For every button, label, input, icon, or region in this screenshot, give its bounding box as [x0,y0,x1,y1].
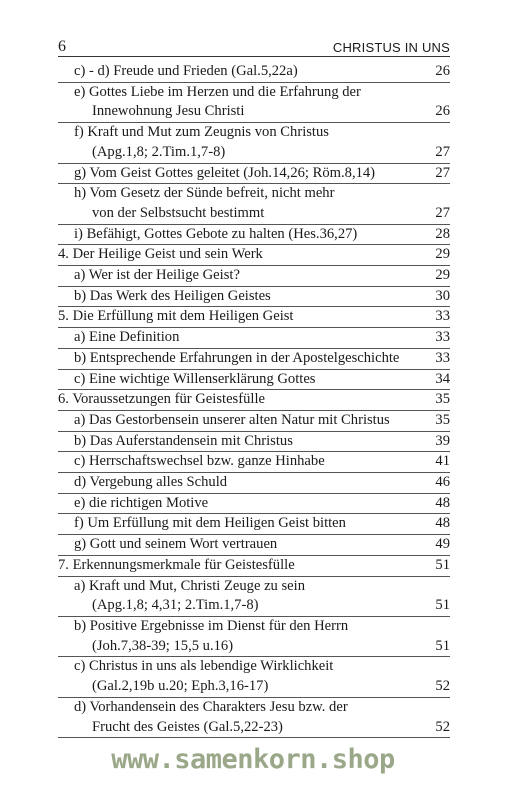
toc-entry [58,577,450,617]
toc-entry-title: b) Entsprechende Erfahrungen in der Apostelgeschichte [74,349,400,366]
toc-entry [58,556,450,577]
toc-entry-page: 34 [435,370,450,387]
toc-entry-title: von der Selbstsucht bestimmt [92,204,265,221]
toc-entry-title: a) Eine Definition [74,329,180,346]
toc-entry [58,123,450,163]
table-of-contents [58,62,450,738]
running-title: CHRISTUS IN UNS [332,40,450,55]
toc-entry-title: 5. Die Erfüllung mit dem Heiligen Geist [58,308,294,325]
toc-entry [58,494,450,515]
toc-entry-title: c) - d) Freude und Frieden (Gal.5,22a) [74,63,298,79]
toc-entry-title: i) Befähigt, Gottes Gebote zu halten (Hes.36,27) [74,225,358,242]
toc-entry-title: (Apg.1,8; 2.Tim.1,7-8) [92,143,226,160]
toc-entry [58,307,450,328]
toc-entry-page: 35 [435,391,450,408]
toc-entry [58,514,450,535]
toc-entry-title: c) Herrschaftswechsel bzw. ganze Hinhabe [74,453,325,470]
toc-entry-page: 46 [435,474,450,491]
toc-entry-page: 27 [435,143,450,160]
toc-entry-page: 30 [435,287,450,304]
toc-entry-page: 48 [435,515,450,532]
toc-entry [58,535,450,556]
toc-entry-title: c) Eine wichtige Willenserklärung Gottes [74,370,316,387]
toc-entry-title: h) Vom Gesetz der Sünde befreit, nicht mehr [74,185,335,202]
toc-entry [58,473,450,494]
toc-entry-title: g) Gott und seinem Wort vertrauen [74,536,278,553]
watermark: www.samenkorn.shop [111,744,395,775]
toc-entry-title: (Gal.2,19b u.20; Eph.3,16-17) [92,678,269,695]
toc-entry-title: 4. Der Heilige Geist und sein Werk [58,246,263,263]
toc-entry-page: 39 [435,432,450,449]
toc-entry-page: 52 [435,678,450,695]
toc-entry-page: 29 [435,267,450,284]
toc-entry-page: 41 [435,453,450,470]
toc-entry [58,184,450,224]
toc-entry-title: f) Um Erfüllung mit dem Heiligen Geist bitten [74,515,346,532]
toc-entry-page: 49 [435,536,450,553]
toc-entry-page: 51 [435,637,450,654]
toc-entry-title: f) Kraft und Mut zum Zeugnis von Christus [74,124,329,141]
toc-entry-title: 6. Voraussetzungen für Geistesfülle [58,391,265,408]
toc-entry [58,266,450,287]
toc-entry-page: 52 [435,718,450,735]
toc-entry-title: c) Christus in uns als lebendige Wirklichkeit [74,658,334,675]
toc-entry [58,164,450,185]
toc-entry-title: a) Kraft und Mut, Christi Zeuge zu sein [74,577,306,594]
page-header [58,34,450,57]
toc-entry-page: 35 [435,411,450,428]
toc-entry [58,349,450,370]
toc-entry-title: b) Das Auferstandensein mit Christus [74,432,293,449]
toc-entry-title: 7. Erkennungsmerkmale für Geistesfülle [58,556,295,573]
toc-entry-page: 29 [435,246,450,263]
toc-entry-title: a) Das Gestorbensein unserer alten Natur mit Christus [74,411,390,428]
toc-entry-page: 51 [435,556,450,573]
toc-entry [58,287,450,308]
toc-entry-page: 26 [435,103,450,120]
toc-entry-title: (Joh.7,38-39; 15,5 u.16) [92,637,234,654]
toc-entry [58,452,450,473]
page-number: 6 [58,38,66,55]
toc-entry [58,617,450,657]
toc-entry-title: a) Wer ist der Heilige Geist? [74,267,240,284]
toc-entry [58,328,450,349]
toc-entry-page: 26 [435,63,450,79]
toc-entry [58,225,450,246]
toc-entry-title: Frucht des Geistes (Gal.5,22-23) [92,718,283,735]
toc-entry-title: Innewohnung Jesu Christi [92,103,245,120]
toc-entry-title: b) Das Werk des Heiligen Geistes [74,287,271,304]
toc-entry-page: 48 [435,494,450,511]
toc-entry [58,83,450,123]
toc-entry [58,411,450,432]
toc-entry [58,370,450,391]
toc-entry-page: 27 [435,204,450,221]
toc-entry-page: 33 [435,329,450,346]
toc-entry-page: 28 [435,225,450,242]
toc-entry-title: g) Vom Geist Gottes geleitet (Joh.14,26; Röm.8,14) [74,164,376,181]
toc-entry-page: 33 [435,308,450,325]
toc-entry-title: e) die richtigen Motive [74,494,209,511]
toc-entry-page: 51 [435,597,450,614]
toc-entry [58,657,450,697]
toc-entry [58,432,450,453]
toc-entry-title: (Apg.1,8; 4,31; 2.Tim.1,7-8) [92,597,259,614]
toc-entry-page: 33 [435,349,450,366]
toc-entry-title: e) Gottes Liebe im Herzen und die Erfahrung der [74,83,361,100]
toc-entry [58,245,450,266]
toc-entry [58,62,450,83]
toc-entry [58,698,450,738]
toc-entry-page: 27 [435,164,450,181]
toc-entry-title: d) Vorhandensein des Charakters Jesu bzw. der [74,698,348,715]
toc-entry-title: b) Positive Ergebnisse im Dienst für den Herrn [74,617,349,634]
toc-entry [58,390,450,411]
toc-entry-title: d) Vergebung alles Schuld [74,474,228,491]
